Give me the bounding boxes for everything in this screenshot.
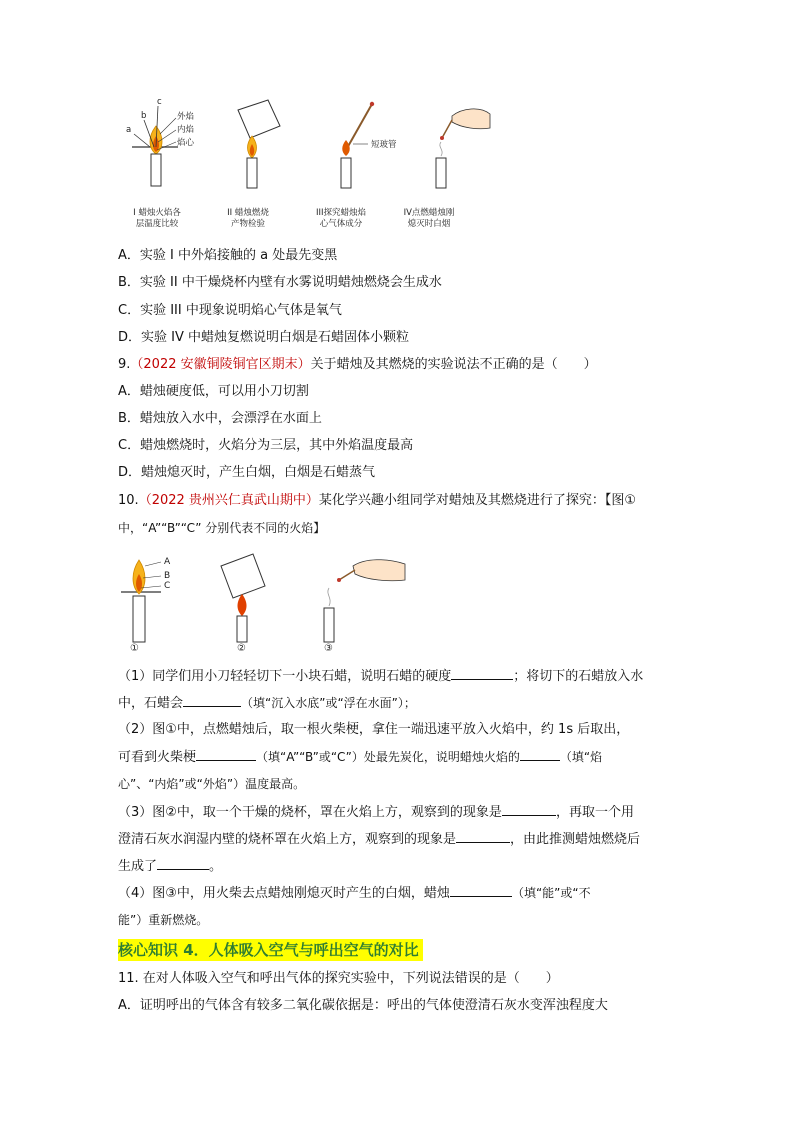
fig-number-1: ① [130, 643, 139, 654]
caption-exp-2-line2: 产物检验 [230, 219, 265, 229]
q10-part3-text-c: 澄清石灰水润湿内壁的烧杯罩在火焰上方，观察到的现象是 [118, 832, 457, 847]
caption-exp-1 [124, 208, 190, 230]
label-glass-tube: 短玻管 [371, 140, 397, 150]
caption-exp-3-line2: 心气体成分 [319, 219, 363, 229]
answer-blank-hottest-layer[interactable] [520, 748, 560, 761]
caption-exp-1-line1: I 蜡烛火焰各 [133, 208, 181, 218]
relight-smoke-2-diagram [324, 560, 405, 642]
caption-exp-2-line1: II 蜡烛燃烧 [227, 208, 269, 218]
q10-part3-text-a: （3）图②中，取一个干燥的烧杯，罩在火焰上方，观察到的现象是 [118, 805, 502, 820]
caption-exp-4 [396, 208, 462, 230]
q10-part1-text-b: ；将切下的石蜡放入水 [513, 669, 644, 684]
beaker-over-candle-2-diagram [221, 554, 265, 642]
caption-exp-3-line1: III探究蜡烛焰 [315, 208, 367, 218]
label-b: b [141, 111, 147, 121]
q9-option-b: B．蜡烛放入水中，会漂浮在水面上 [118, 411, 322, 426]
q10-part2-line2 [118, 748, 602, 767]
answer-blank-hardness[interactable] [451, 667, 513, 680]
caption-exp-2 [218, 208, 278, 230]
q11-option-a: A．证明呼出的气体含有较多二氧化碳依据是：呼出的气体使澄清石灰水变浑浊程度大 [118, 998, 608, 1013]
q10-part4-line1 [118, 884, 591, 903]
candle-abc-flame-diagram [121, 560, 161, 642]
q10-part1-text-c: 中，石蜡会 [118, 696, 184, 711]
q8-option-c: C．实验 III 中现象说明焰心气体是氧气 [118, 303, 342, 318]
q10-part3-text-b: ，再取一个用 [555, 805, 634, 820]
q10-stem-line2: 中，“A”“B”“C” 分别代表不同的火焰】 [118, 521, 326, 535]
q9-option-a: A．蜡烛硬度低，可以用小刀切割 [118, 384, 309, 399]
q9-option-d: D．蜡烛熄灭时，产生白烟，白烟是石蜡蒸气 [118, 465, 376, 480]
q10-part1-line2 [118, 694, 416, 713]
answer-blank-products[interactable] [157, 857, 209, 870]
q10-number: 10. [118, 493, 139, 508]
q9-question: 关于蜡烛及其燃烧的实验说法不正确的是（ ） [310, 357, 597, 372]
q10-part3-text-e: 生成了 [118, 859, 158, 874]
glass-tube-candle-diagram [341, 102, 374, 188]
figure-2-experiments [115, 548, 425, 648]
answer-blank-sink-float[interactable] [183, 694, 241, 707]
q9-option-c: C．蜡烛燃烧时，火焰分为三层，其中外焰温度最高 [118, 438, 414, 453]
q8-option-a: A．实验 I 中外焰接触的 a 处最先变黑 [118, 248, 338, 263]
label-outer-flame: 外焰 [177, 112, 195, 122]
label-A: A [164, 557, 171, 567]
label-B: B [164, 571, 171, 581]
q10-part4-text-a: （4）图③中，用火柴去点蜡烛刚熄灭时产生的白烟，蜡烛 [118, 886, 450, 901]
answer-blank-charred-part[interactable] [196, 748, 256, 761]
label-c: c [157, 97, 162, 107]
caption-exp-3 [308, 208, 374, 230]
caption-exp-4-line2: 熄灭时白烟 [407, 219, 451, 229]
q10-part1-text-a: （1）同学们用小刀轻轻切下一小块石蜡，说明石蜡的硬度 [118, 669, 452, 684]
q10-part1-text-d: （填“沉入水底”或“浮在水面”）； [241, 696, 416, 710]
q9-source: （2022 安徽铜陵铜官区期末） [130, 357, 311, 372]
label-C: C [164, 581, 171, 591]
q10-part2-text-d: （填“焰 [559, 750, 603, 764]
caption-exp-4-line1: IV点燃蜡烛刚 [403, 208, 455, 218]
q11-stem: 11. 在对人体吸入空气和呼出气体的探究实验中，下列说法错误的是（ ） [118, 971, 559, 986]
label-flame-core: 焰心 [177, 138, 195, 148]
q9-number: 9. [118, 357, 131, 372]
q10-part2-line1: （2）图①中，点燃蜡烛后，取一根火柴梗，拿住一端迅速平放入火焰中，约 1s 后取出， [118, 722, 630, 737]
q10-part2-line3: 心”、“内焰”或“外焰”）温度最高。 [118, 777, 306, 791]
caption-exp-1-line2: 层温度比较 [135, 219, 179, 229]
q10-part3-line2 [118, 830, 640, 849]
answer-blank-relight[interactable] [450, 884, 512, 897]
answer-blank-dry-beaker[interactable] [502, 803, 556, 816]
q10-part1-line1 [118, 667, 643, 686]
q10-part3-text-f: 。 [209, 859, 223, 874]
label-a: a [126, 125, 132, 135]
q10-part3-line1 [118, 803, 634, 822]
q8-option-d: D．实验 IV 中蜡烛复燃说明白烟是石蜡固体小颗粒 [118, 330, 410, 345]
answer-blank-limewater[interactable] [456, 830, 510, 843]
q10-question: 某化学兴趣小组同学对蜡烛及其燃烧进行了探究：【图① [318, 493, 637, 508]
fig-number-2: ② [237, 643, 246, 654]
figure-1-experiments [110, 92, 510, 197]
q10-source: （2022 贵州兴仁真武山期中） [138, 493, 319, 508]
label-inner-flame: 内焰 [177, 125, 195, 135]
relight-smoke-diagram [436, 109, 490, 188]
q9-stem [118, 356, 597, 374]
section-title: 核心知识 4．人体吸入空气与呼出空气的对比 [118, 939, 423, 961]
candle-flame-layers-diagram [132, 106, 178, 186]
q10-part4-text-b: （填“能”或“不 [511, 886, 591, 900]
fig-number-3: ③ [324, 643, 333, 654]
q10-part2-text-c: （填“A”“B”或“C”）处最先炭化，说明蜡烛火焰的 [256, 750, 520, 764]
q10-part2-text-b: 可看到火柴梗 [118, 750, 197, 765]
q10-part3-text-d: ，由此推测蜡烛燃烧后 [510, 832, 641, 847]
q10-part4-line2: 能”）重新燃烧。 [118, 913, 209, 927]
q8-option-b: B．实验 II 中干燥烧杯内壁有水雾说明蜡烛燃烧会生成水 [118, 275, 442, 290]
q10-part3-line3 [118, 857, 222, 876]
q10-stem [118, 492, 636, 510]
beaker-over-candle-diagram [238, 100, 280, 188]
